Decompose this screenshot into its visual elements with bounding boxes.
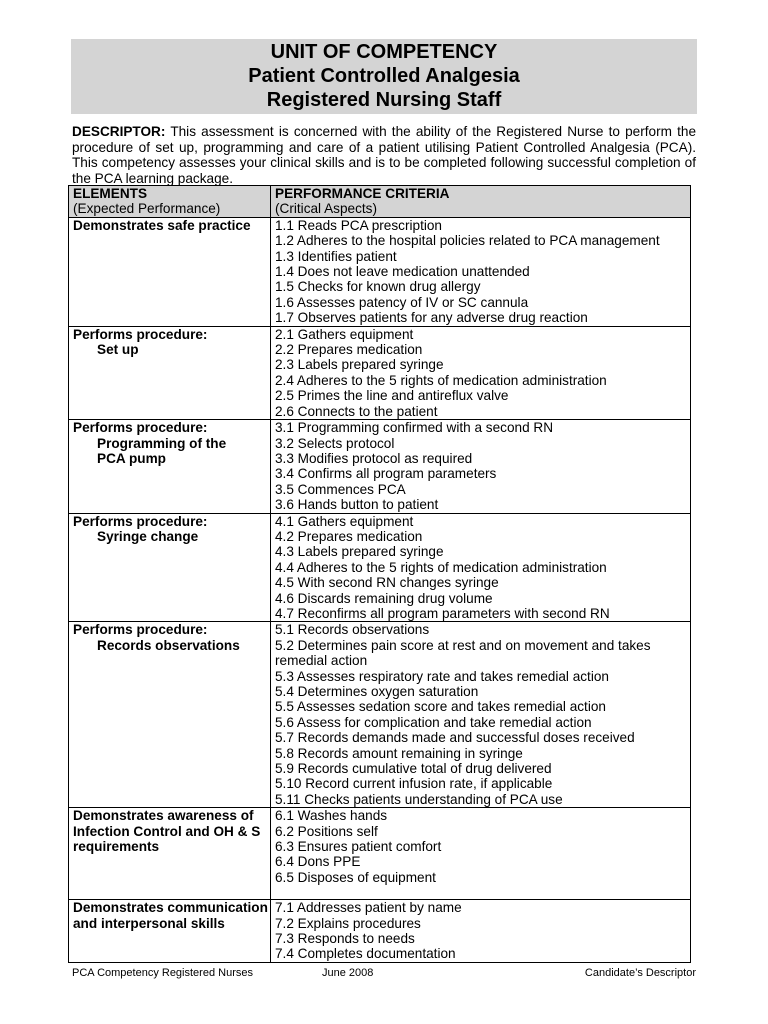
- criterion-item: 1.2 Adheres to the hospital policies related to PCA management: [275, 233, 660, 249]
- element-title: Demonstrates safe practice: [73, 217, 251, 233]
- criterion-item: 5.10 Record current infusion rate, if applicable: [275, 776, 553, 792]
- criteria-cell: [271, 808, 691, 900]
- criteria-cell: [271, 420, 691, 513]
- criterion-item: 4.2 Prepares medication: [275, 528, 423, 544]
- criterion-item: 1.7 Observes patients for any adverse drug reaction: [275, 310, 588, 326]
- footer-date: June 2008: [322, 967, 374, 979]
- criterion-item: 6.2 Positions self: [275, 823, 378, 839]
- footer-document-name: PCA Competency Registered Nurses: [72, 967, 253, 979]
- criterion-item: 5.11 Checks patients understanding of PCA use: [275, 791, 563, 807]
- criterion-item: 2.3 Labels prepared syringe: [275, 357, 444, 373]
- descriptor-text: This assessment is concerned with the ability of the Registered Nurse to perform the procedure of set up, programming and care of a patient utilising Patient Controlled Analgesia (PCA). This competency assesses your clinical skills and is to be completed following successful completion of the PCA learning package.: [72, 124, 696, 186]
- criterion-item: 2.1 Gathers equipment: [275, 326, 414, 342]
- criterion-item: 5.3 Assesses respiratory rate and takes remedial action: [275, 668, 609, 684]
- criterion-item: 5.6 Assess for complication and take remedial action: [275, 714, 592, 730]
- criterion-item: 3.5 Commences PCA: [275, 481, 406, 497]
- element-subtitle: Set up: [97, 342, 139, 358]
- element-cell: [69, 326, 271, 419]
- table-row: [69, 326, 691, 419]
- criterion-item: 2.2 Prepares medication: [275, 342, 423, 358]
- header-criteria-sub: (Critical Aspects): [275, 201, 377, 217]
- criterion-item: 4.5 With second RN changes syringe: [275, 575, 499, 591]
- criterion-item: 1.1 Reads PCA prescription: [275, 217, 442, 233]
- descriptor-paragraph: [72, 124, 696, 186]
- criterion-item: 5.2 Determines pain score at rest and on movement and takes remedial action: [275, 637, 651, 669]
- table-row: [69, 808, 691, 900]
- element-title: Performs procedure:: [73, 513, 208, 529]
- criterion-item: 6.1 Washes hands: [275, 808, 388, 824]
- criterion-item: 5.5 Assesses sedation score and takes remedial action: [275, 699, 606, 715]
- element-cell: [69, 420, 271, 513]
- table-row: [69, 622, 691, 808]
- table-row: [69, 513, 691, 622]
- criterion-item: 3.6 Hands button to patient: [275, 497, 439, 513]
- criterion-item: 7.1 Addresses patient by name: [275, 900, 462, 916]
- criterion-item: 4.1 Gathers equipment: [275, 513, 414, 529]
- criteria-cell: [271, 217, 691, 326]
- table-row: [69, 420, 691, 513]
- criterion-item: 7.3 Responds to needs: [275, 931, 415, 947]
- criterion-item: 4.7 Reconfirms all program parameters with second RN: [275, 605, 610, 621]
- element-subtitle: Records observations: [97, 637, 240, 653]
- element-cell: [69, 808, 271, 900]
- criterion-item: 2.4 Adheres to the 5 rights of medication administration: [275, 372, 607, 388]
- criterion-item: 1.5 Checks for known drug allergy: [275, 279, 481, 295]
- element-cell: [69, 217, 271, 326]
- header-elements-sub: (Expected Performance): [73, 201, 221, 217]
- criterion-item: 4.4 Adheres to the 5 rights of medication administration: [275, 559, 607, 575]
- title-subject: Patient Controlled Analgesia: [248, 65, 520, 87]
- criterion-item: 5.1 Records observations: [275, 622, 430, 638]
- competency-table: [68, 185, 691, 963]
- criterion-item: 7.4 Completes documentation: [275, 946, 456, 962]
- element-title: Performs procedure:: [73, 326, 208, 342]
- footer-section: Candidate’s Descriptor: [584, 967, 696, 979]
- title-block: [71, 39, 697, 114]
- header-elements-title: ELEMENTS: [73, 186, 148, 201]
- element-subtitle: Programming of the: [97, 435, 227, 451]
- criterion-item: 2.6 Connects to the patient: [275, 403, 438, 419]
- criteria-cell: [271, 513, 691, 622]
- criteria-cell: [271, 326, 691, 419]
- header-criteria: [271, 186, 691, 218]
- criterion-item: 4.6 Discards remaining drug volume: [275, 590, 493, 606]
- element-subtitle: PCA pump: [97, 450, 166, 466]
- element-title: Performs procedure:: [73, 622, 208, 638]
- criteria-cell: [271, 622, 691, 808]
- criterion-item: 1.3 Identifies patient: [275, 248, 397, 264]
- criterion-item: 7.2 Explains procedures: [275, 915, 421, 931]
- criterion-item: 1.6 Assesses patency of IV or SC cannula: [275, 294, 529, 310]
- element-cell: [69, 622, 271, 808]
- criterion-item: 5.7 Records demands made and successful doses received: [275, 730, 635, 746]
- element-title: Demonstrates communication and interpersonal skills: [73, 900, 268, 931]
- criterion-item: 3.4 Confirms all program parameters: [275, 466, 497, 482]
- criterion-item: 5.8 Records amount remaining in syringe: [275, 745, 523, 761]
- criterion-item: 6.3 Ensures patient comfort: [275, 839, 442, 855]
- element-title: Demonstrates awareness of Infection Control and OH & S requirements: [73, 808, 261, 855]
- header-elements: [69, 186, 271, 218]
- criterion-item: 3.3 Modifies protocol as required: [275, 450, 473, 466]
- criterion-item: 3.1 Programming confirmed with a second RN: [275, 420, 554, 436]
- criterion-item: 3.2 Selects protocol: [275, 435, 395, 451]
- criterion-item: 4.3 Labels prepared syringe: [275, 544, 444, 560]
- element-title: Performs procedure:: [73, 420, 208, 436]
- criteria-cell: [271, 900, 691, 963]
- table-body: [69, 217, 691, 962]
- criterion-item: 6.4 Dons PPE: [275, 854, 361, 870]
- descriptor-label: DESCRIPTOR:: [72, 124, 166, 139]
- criterion-item: 2.5 Primes the line and antireflux valve: [275, 388, 509, 404]
- title-audience: Registered Nursing Staff: [266, 89, 502, 111]
- criterion-item: 5.9 Records cumulative total of drug delivered: [275, 761, 552, 777]
- element-subtitle: Syringe change: [97, 528, 199, 544]
- title-unit: UNIT OF COMPETENCY: [270, 41, 498, 63]
- table-row: [69, 217, 691, 326]
- criterion-item: 1.4 Does not leave medication unattended: [275, 264, 530, 280]
- table-header-row: [69, 186, 691, 218]
- table-row: [69, 900, 691, 963]
- header-criteria-title: PERFORMANCE CRITERIA: [275, 186, 450, 201]
- criterion-item: 6.5 Disposes of equipment: [275, 869, 436, 885]
- criterion-item: 5.4 Determines oxygen saturation: [275, 684, 479, 699]
- element-cell: [69, 900, 271, 963]
- element-cell: [69, 513, 271, 622]
